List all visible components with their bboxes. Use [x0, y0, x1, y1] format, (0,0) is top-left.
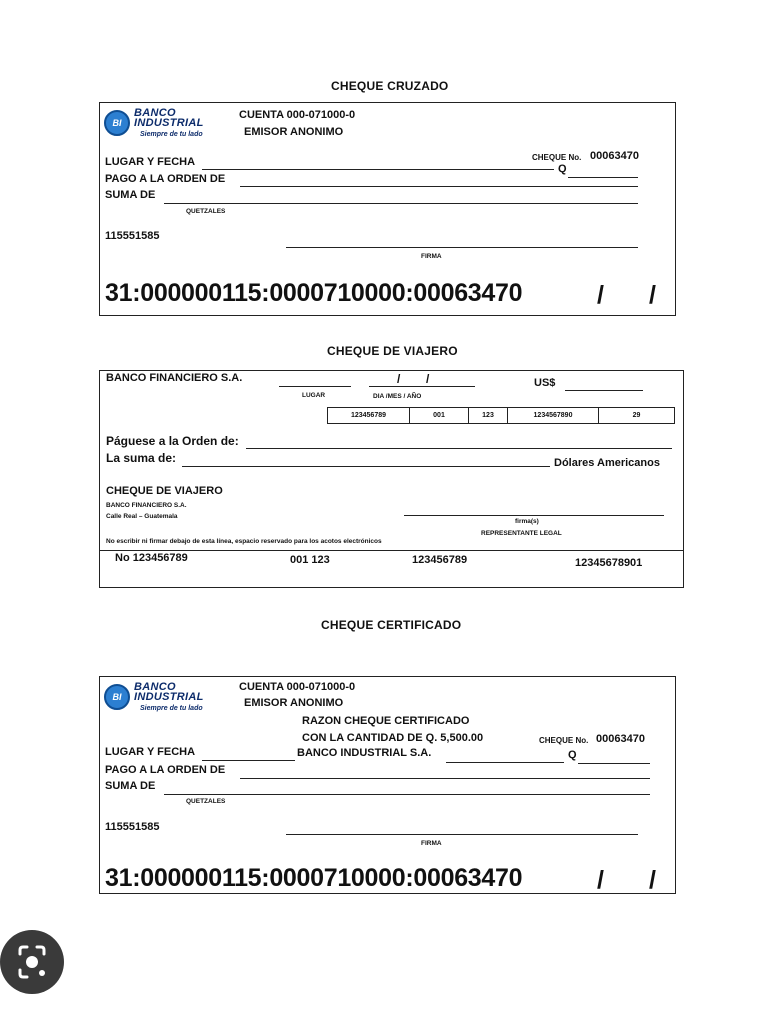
logo-slogan: Siempre de tu lado [140, 705, 203, 712]
place-label: LUGAR [302, 392, 326, 399]
place-date-label: LUGAR Y FECHA [105, 746, 196, 758]
micr-slash-2: / [649, 281, 656, 309]
warning-text: No escribir ni firmar debajo de esta línea, espacio reservado para los acotos electrónicos [106, 538, 382, 545]
micr-slash-1: / [597, 281, 604, 309]
amount-words-label: SUMA DE [105, 189, 156, 201]
payee-line[interactable] [240, 186, 638, 187]
logo-slogan: Siempre de tu lado [140, 131, 203, 138]
amount-words-label: SUMA DE [105, 780, 156, 792]
signature-label: firma(s) [515, 518, 539, 525]
q-label: Q [558, 163, 567, 175]
bank-logo [104, 107, 234, 143]
logo-name-2: INDUSTRIAL [134, 117, 204, 129]
micr-line: 31:000000115:0000710000:00063470 [105, 864, 523, 892]
payee-label: Páguese a la Orden de: [106, 434, 239, 448]
date-format-label: DIA /MES / AÑO [373, 393, 422, 400]
micr-divider [99, 550, 684, 551]
signature-label: FIRMA [421, 253, 442, 260]
bank-line[interactable] [446, 762, 564, 763]
logo-emblem-icon: BI [104, 110, 130, 136]
place-line[interactable] [279, 386, 351, 387]
check-code: 12345678901 [575, 557, 643, 569]
cheque-no-label: CHEQUE No. [539, 736, 589, 745]
account-ref: 115551585 [105, 230, 160, 242]
logo-name-1: BANCO [134, 107, 176, 119]
amount-words-line[interactable] [164, 203, 638, 204]
account-code: 123456789 [412, 554, 468, 566]
check3-title: CHEQUE CERTIFICADO [321, 618, 462, 632]
place-date-label: LUGAR Y FECHA [105, 156, 196, 168]
q-label: Q [568, 749, 577, 761]
routing-code: 001 123 [290, 554, 330, 566]
issuer-address: Calle Real – Guatemala [106, 513, 178, 520]
payee-label: PAGO A LA ORDEN DE [105, 764, 226, 776]
account-ref: 115551585 [105, 821, 160, 833]
place-date-line[interactable] [202, 169, 554, 170]
certification-reason: RAZON CHEQUE CERTIFICADO [302, 715, 470, 727]
code-cell-1: 123456789 [327, 407, 410, 424]
issuer-label: EMISOR ANONIMO [244, 697, 344, 709]
cheque-no-label: CHEQUE No. [532, 153, 582, 162]
signature-label: FIRMA [421, 840, 442, 847]
amount-line[interactable] [578, 763, 650, 764]
issuer-label: EMISOR ANONIMO [244, 126, 344, 138]
usd-label: US$ [534, 377, 556, 389]
date-slash-1: / [397, 372, 401, 386]
signature-line[interactable] [286, 247, 638, 248]
date-line[interactable] [369, 386, 475, 387]
account-number: CUENTA 000-071000-0 [239, 109, 356, 121]
micr-line: 31:000000115:0000710000:00063470 [105, 279, 523, 307]
amount-label: La suma de: [106, 451, 177, 465]
payee-line[interactable] [246, 448, 672, 449]
amount-line[interactable] [182, 466, 550, 467]
cheque-number: 00063470 [596, 733, 645, 745]
currency-label: QUETZALES [186, 208, 226, 215]
date-slash-2: / [426, 372, 430, 386]
currency-label: Dólares Americanos [554, 457, 660, 469]
serial-number: No 123456789 [115, 552, 188, 564]
place-date-line[interactable] [202, 760, 295, 761]
check1-title: CHEQUE CRUZADO [331, 79, 449, 93]
bank-name: BANCO INDUSTRIAL S.A. [297, 747, 432, 759]
micr-slash-2: / [649, 866, 656, 894]
micr-slash-1: / [597, 866, 604, 894]
logo-emblem-icon: BI [104, 684, 130, 710]
code-cell-3: 123 [468, 407, 508, 424]
logo-name-1: BANCO [134, 681, 176, 693]
signature-line[interactable] [286, 834, 638, 835]
signature-line[interactable] [404, 515, 664, 516]
payee-label: PAGO A LA ORDEN DE [105, 173, 226, 185]
currency-label: QUETZALES [186, 798, 226, 805]
bank-logo [104, 681, 234, 717]
cheque-number: 00063470 [590, 150, 639, 162]
payee-line[interactable] [240, 778, 650, 779]
usd-line[interactable] [565, 390, 643, 391]
code-cell-4: 1234567890 [507, 407, 599, 424]
bank-name: BANCO FINANCIERO S.A. [106, 372, 243, 384]
code-cell-2: 001 [409, 407, 469, 424]
code-cell-5: 29 [598, 407, 675, 424]
amount-line[interactable] [568, 177, 638, 178]
logo-name-2: INDUSTRIAL [134, 691, 204, 703]
issuer-name: BANCO FINANCIERO S.A. [106, 502, 187, 509]
amount-words-line[interactable] [164, 794, 650, 795]
lens-glyph-icon [0, 930, 64, 994]
check-type-label: CHEQUE DE VIAJERO [106, 485, 223, 497]
check2-title: CHEQUE DE VIAJERO [327, 344, 458, 358]
camera-lens-search-icon[interactable] [0, 930, 64, 994]
account-number: CUENTA 000-071000-0 [239, 681, 356, 693]
certified-amount: CON LA CANTIDAD DE Q. 5,500.00 [302, 732, 484, 744]
legal-rep-label: REPRESENTANTE LEGAL [481, 530, 562, 537]
